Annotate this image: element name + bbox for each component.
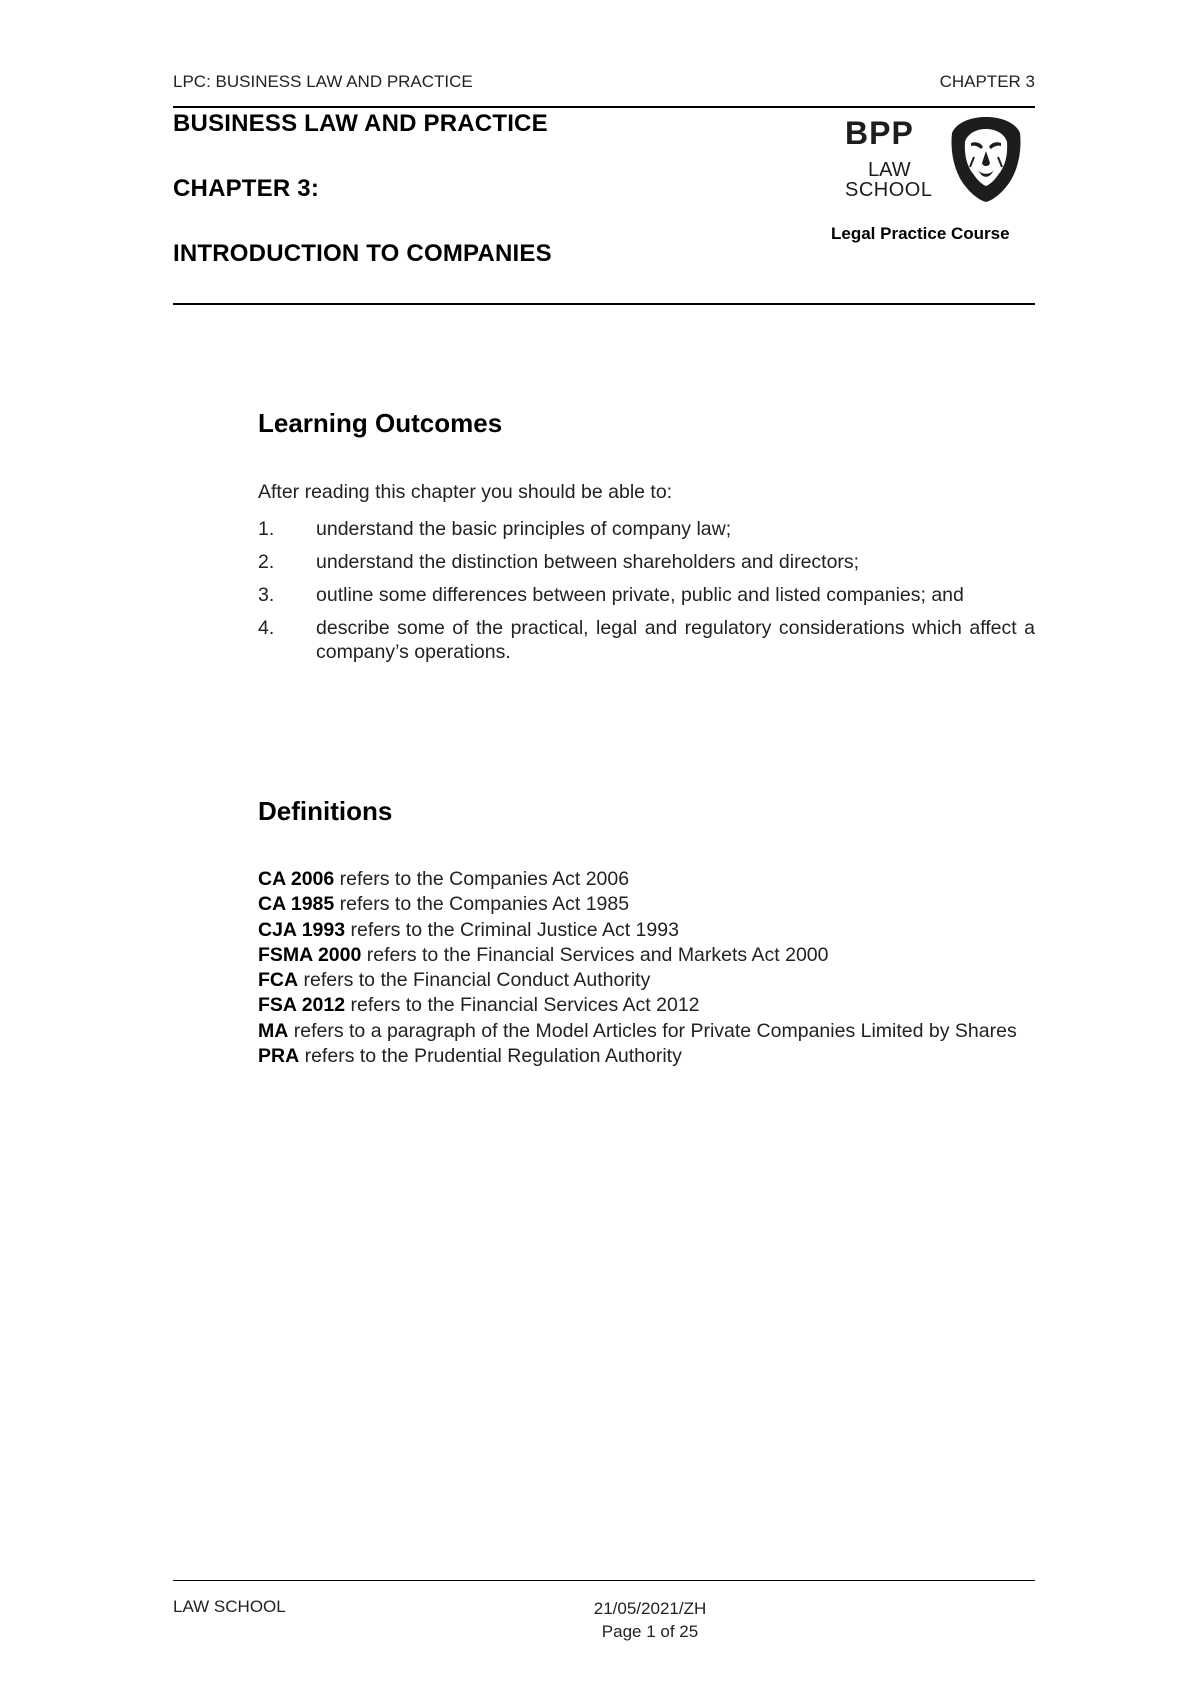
definition-term: FSA 2012: [258, 994, 346, 1017]
lion-head-icon: [948, 115, 1024, 203]
definition-item: [258, 918, 1035, 943]
definition-text: refers to the Companies Act 2006: [339, 868, 630, 890]
learning-outcomes-intro: After reading this chapter you should be able to:: [258, 481, 673, 503]
running-header-left: LPC: BUSINESS LAW AND PRACTICE: [173, 72, 473, 91]
definition-text: refers to the Financial Services Act 2012: [350, 994, 700, 1017]
definition-term: FCA: [258, 969, 299, 992]
chapter-number: CHAPTER 3:: [173, 175, 320, 202]
definition-term: CJA 1993: [258, 918, 346, 941]
definitions-list: [258, 867, 1035, 1069]
definition-item: [258, 1044, 1035, 1069]
footer-date-code: 21/05/2021/ZH: [593, 1599, 707, 1618]
list-item: [258, 616, 1035, 664]
list-item: [258, 583, 1035, 607]
learning-outcomes-list: [258, 517, 1035, 673]
definition-term: MA: [258, 1019, 289, 1042]
list-item: [258, 517, 1035, 541]
course-label: Legal Practice Course: [831, 224, 1010, 243]
definition-term: PRA: [258, 1045, 300, 1068]
definition-item: [258, 892, 1035, 917]
list-item-text: understand the distinction between shareholders and directors;: [316, 551, 860, 573]
list-item-text: outline some differences between private, public and listed companies; and: [316, 584, 964, 606]
footer-center: [500, 1597, 800, 1643]
page-number: Page 1 of 25: [601, 1622, 699, 1641]
definition-item: [258, 993, 1035, 1018]
definition-item: [258, 1019, 1035, 1044]
definition-text: refers to the Companies Act 1985: [339, 893, 630, 916]
definition-item: [258, 867, 1035, 892]
running-header-right: CHAPTER 3: [939, 72, 1035, 91]
definition-text: refers to a paragraph of the Model Articles for Private Companies Limited by Shares: [293, 1019, 1017, 1042]
logo-line-law: LAW: [868, 159, 911, 181]
definition-term: FSMA 2000: [258, 943, 362, 966]
footer-rule: [173, 1580, 1035, 1581]
title-rule: [173, 303, 1035, 305]
list-item-number: 2.: [258, 551, 275, 573]
definition-text: refers to the Prudential Regulation Authority: [304, 1045, 682, 1068]
learning-outcomes-heading: Learning Outcomes: [258, 408, 503, 438]
document-title: BUSINESS LAW AND PRACTICE: [173, 110, 548, 137]
chapter-title: INTRODUCTION TO COMPANIES: [173, 240, 552, 267]
list-item: [258, 550, 1035, 574]
logo-brand: BPP: [845, 115, 914, 151]
definition-term: CA 1985: [258, 893, 335, 916]
list-item-text: understand the basic principles of company law;: [316, 518, 732, 540]
list-item-number: 4.: [258, 617, 275, 639]
definitions-heading: Definitions: [258, 796, 393, 826]
bpp-law-school-logo: [845, 115, 1025, 205]
definition-text: refers to the Financial Services and Markets Act 2000: [366, 943, 829, 966]
list-item-number: 3.: [258, 584, 275, 606]
definition-text: refers to the Criminal Justice Act 1993: [350, 918, 679, 941]
list-item-text: describe some of the practical, legal and regulatory considerations which affect a company’s operations.: [316, 617, 1035, 663]
definition-item: [258, 943, 1035, 968]
header-rule: [173, 106, 1035, 108]
footer-left: LAW SCHOOL: [173, 1597, 286, 1616]
definition-text: refers to the Financial Conduct Authority: [303, 969, 651, 992]
definition-item: [258, 968, 1035, 993]
list-item-number: 1.: [258, 518, 275, 540]
definition-term: CA 2006: [258, 868, 335, 890]
logo-line-school: SCHOOL: [845, 179, 933, 201]
